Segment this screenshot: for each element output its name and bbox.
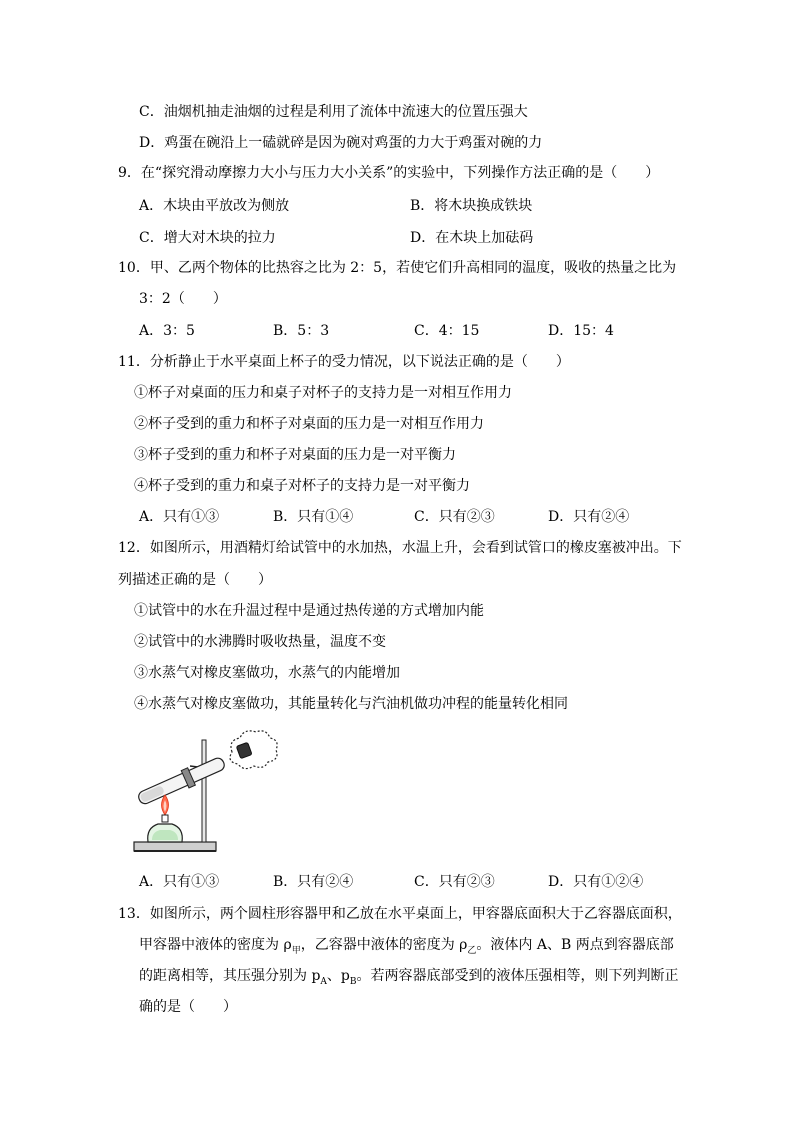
q11-statement-3: ③杯子受到的重力和杯子对桌面的压力是一对平衡力 (134, 447, 456, 463)
q11-option-a: A．只有①③ (139, 509, 220, 525)
question-9: 9．在“探究滑动摩擦力大小与压力大小关系”的实验中，下列操作方法正确的是（ ） (118, 165, 660, 181)
q11-option-b: B．只有①④ (273, 509, 354, 525)
question-12: 12．如图所示，用酒精灯给试管中的水加热，水温上升，会看到试管口的橡皮塞被冲出。下 (118, 540, 682, 556)
question-13-line3 (139, 966, 679, 992)
test-tube (136, 754, 228, 809)
lamp-wick-holder (162, 815, 168, 822)
question-11: 11．分析静止于水平桌面上杯子的受力情况，以下说法正确的是（ ） (118, 354, 570, 370)
q12-option-c: C．只有②③ (414, 874, 495, 890)
q12-statement-2: ②试管中的水沸腾时吸收热量，温度不变 (134, 634, 386, 650)
q9-options-row1 (139, 196, 532, 216)
q13-text-a: 甲容器中液体的密度为 ρ (139, 937, 292, 953)
q12-option-d: D．只有①②④ (548, 874, 644, 890)
q11-options (139, 507, 629, 527)
q13-text-e: 、p (326, 968, 350, 984)
q13-sub-b: B (349, 976, 357, 987)
q11-statement-1: ①杯子对桌面的压力和桌子对杯子的支持力是一对相互作用力 (134, 385, 512, 401)
q13-sub-a: A (320, 976, 327, 987)
q13-sub-yi: 乙 (467, 945, 477, 956)
q11-option-c: C．只有②③ (414, 509, 495, 525)
question-13-line4: 确的是（ ） (139, 999, 237, 1015)
test-tube-experiment-figure (128, 728, 278, 860)
question-10: 10．甲、乙两个物体的比热容之比为 2：5，若使它们升高相同的温度，吸收的热量之比为 (118, 260, 677, 276)
q13-text-f: 。若两容器底部受到的液体压强相等，则下列判断正 (356, 968, 679, 984)
q9-option-b: B．将木块换成铁块 (410, 198, 533, 214)
q8-option-c: C．油烟机抽走油烟的过程是利用了流体中流速大的位置压强大 (139, 104, 528, 120)
q9-option-d: D．在木块上加砝码 (410, 230, 534, 246)
stand-base (134, 842, 216, 851)
q10-option-c: C．4：15 (414, 323, 480, 339)
q10-options (139, 321, 614, 341)
question-13: 13．如图所示，两个圆柱形容器甲和乙放在水平桌面上，甲容器底面积大于乙容器底面积， (118, 906, 682, 922)
q13-text-d: 的距离相等，其压强分别为 p (139, 968, 321, 984)
q13-text-b: ，乙容器中液体的密度为 ρ (300, 937, 468, 953)
q9-options-row2 (139, 228, 533, 248)
q12-options (139, 872, 643, 892)
q11-statement-2: ②杯子受到的重力和杯子对桌面的压力是一对相互作用力 (134, 416, 484, 432)
stand-rod (202, 740, 206, 842)
q8-option-d: D．鸡蛋在碗沿上一磕就碎是因为碗对鸡蛋的力大于鸡蛋对碗的力 (139, 135, 543, 151)
question-13-line2 (139, 935, 674, 961)
q10-option-d: D．15：4 (548, 323, 614, 339)
q12-statement-1: ①试管中的水在升温过程中是通过热传递的方式增加内能 (134, 603, 484, 619)
q11-option-d: D．只有②④ (548, 509, 630, 525)
q9-option-c: C．增大对木块的拉力 (139, 230, 276, 246)
q13-sub-jia: 甲 (291, 945, 301, 956)
q9-option-a: A．木块由平放改为侧放 (139, 198, 290, 214)
q10-option-a: A．3：5 (139, 323, 195, 339)
q12-option-b: B．只有②④ (273, 874, 354, 890)
question-10-cont: 3：2（ ） (139, 291, 227, 307)
q10-option-b: B．5：3 (273, 323, 330, 339)
q12-statement-4: ④水蒸气对橡皮塞做功，其能量转化与汽油机做功冲程的能量转化相同 (134, 696, 568, 712)
q13-text-c: 。液体内 A、B 两点到容器底部 (476, 937, 674, 953)
q12-option-a: A．只有①③ (139, 874, 220, 890)
q12-statement-3: ③水蒸气对橡皮塞做功，水蒸气的内能增加 (134, 665, 400, 681)
q11-statement-4: ④杯子受到的重力和桌子对杯子的支持力是一对平衡力 (134, 478, 470, 494)
question-12-cont: 列描述正确的是（ ） (118, 572, 272, 588)
